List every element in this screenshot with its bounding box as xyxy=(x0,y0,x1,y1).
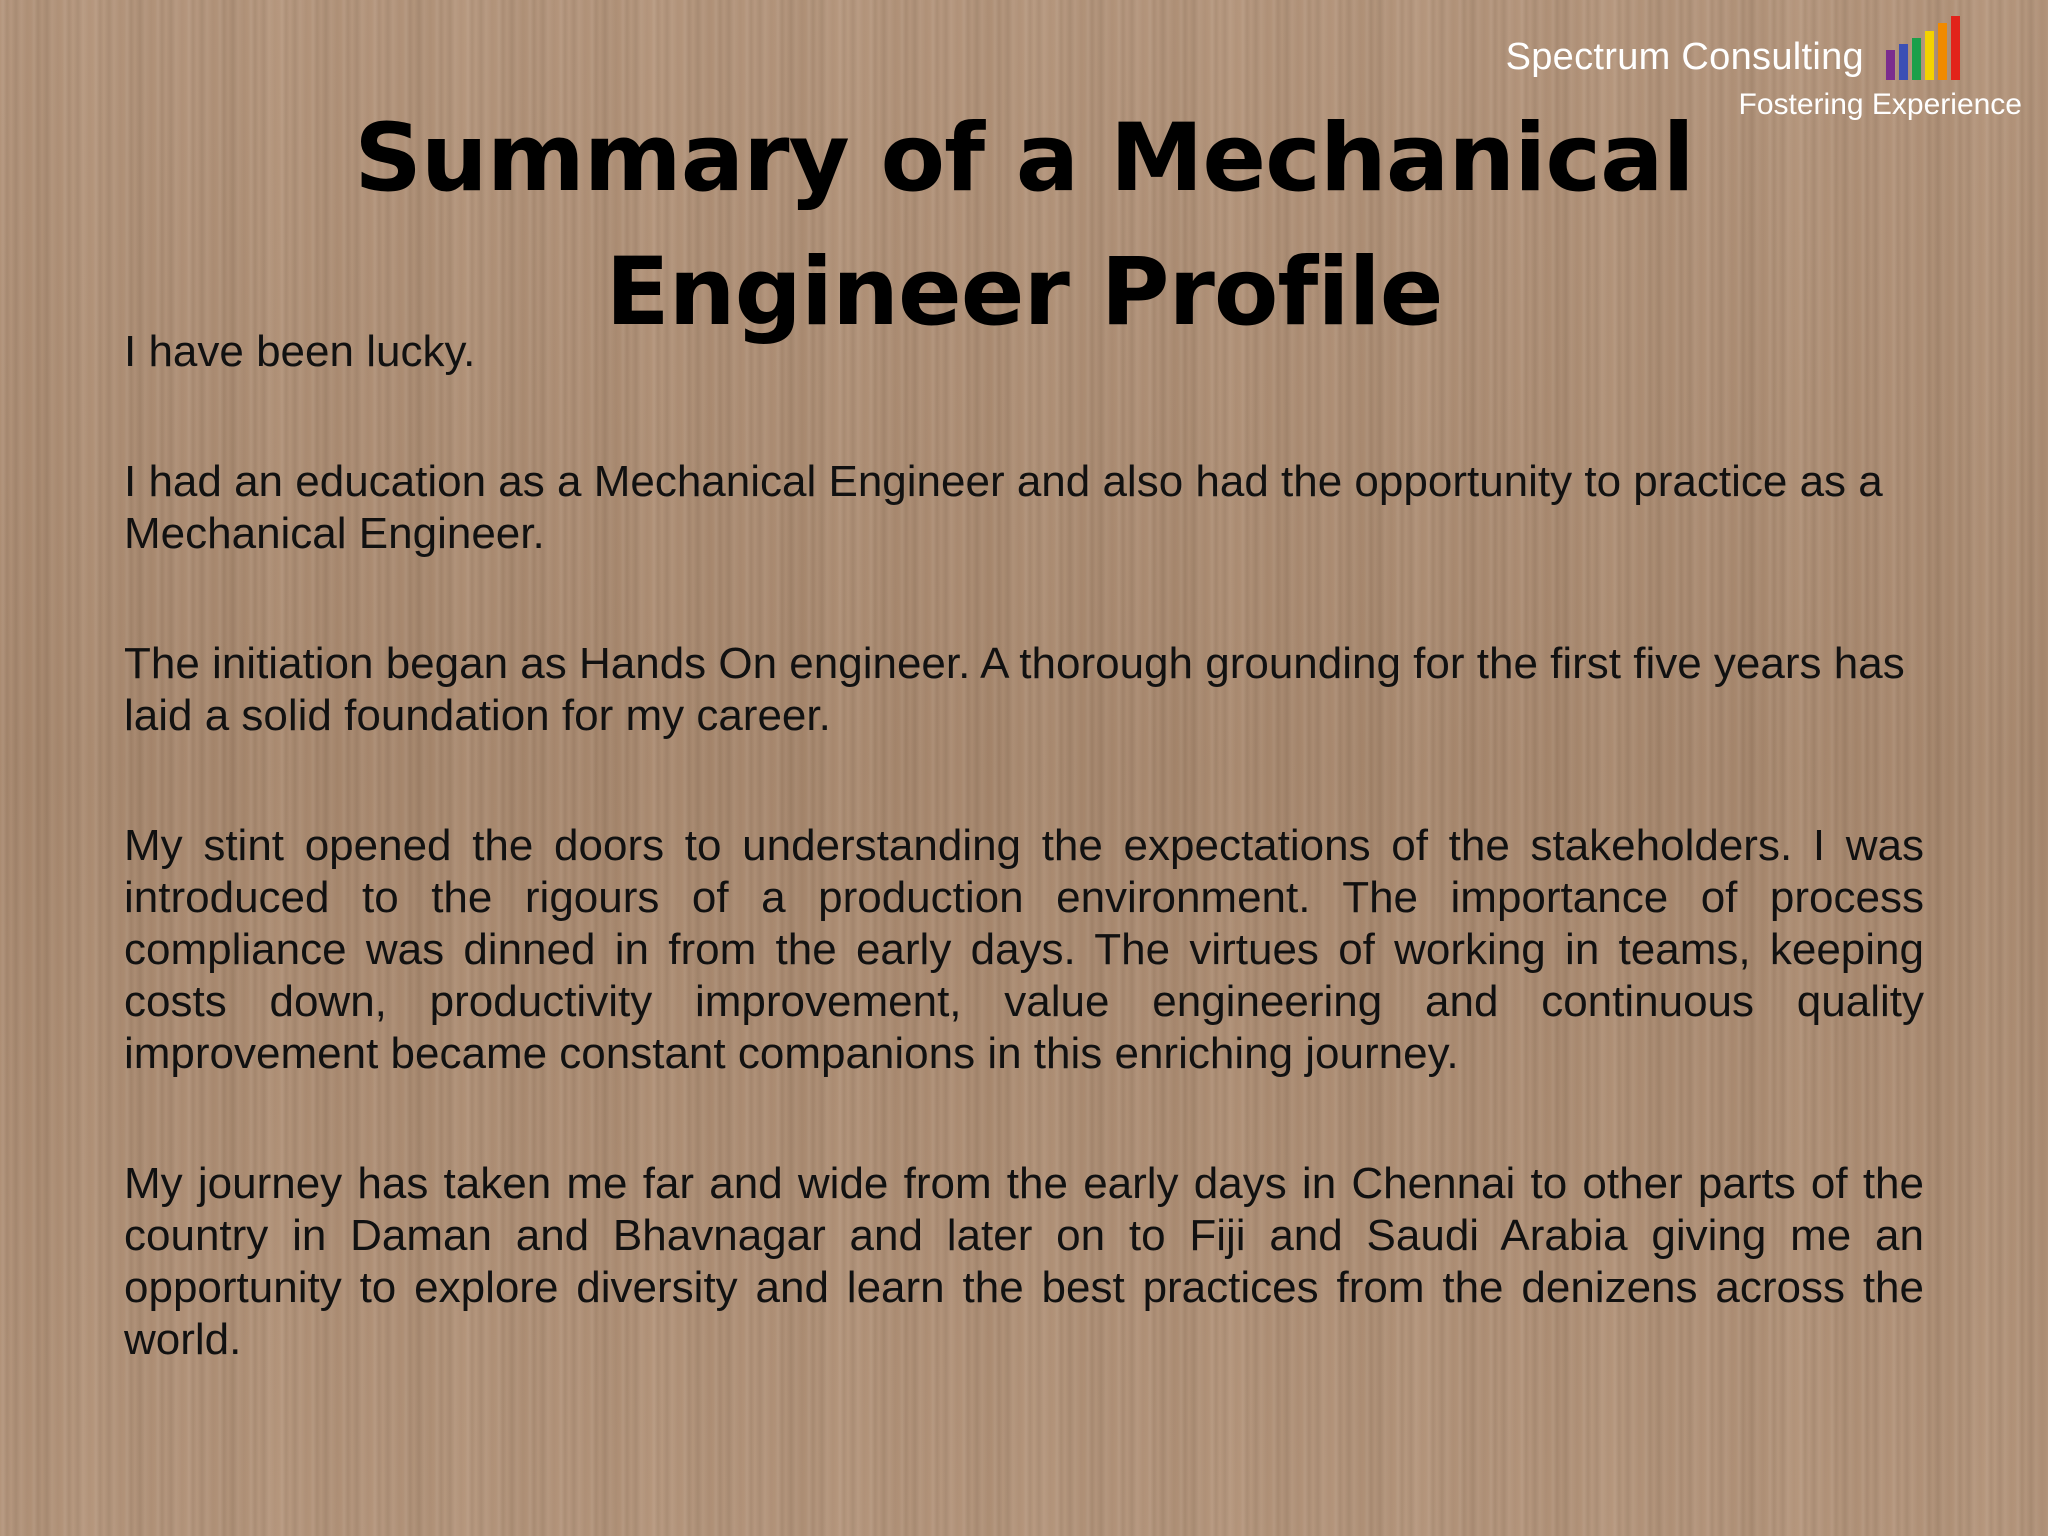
paragraph-1: I have been lucky. xyxy=(124,327,476,376)
brand-tagline: Fostering Experience xyxy=(1738,88,2022,121)
paragraph-4: My stint opened the doors to understanding the expectations of the stakeholders. I was introduced to the rigours of a production environment. The importance of process compliance was dinned in from the early days. The virtues of working in teams, keeping costs down, productivity improvement, value engineering and continuous quality improvement became constant companions in this enriching journey. xyxy=(124,821,1924,1078)
slide-body xyxy=(124,326,1924,1444)
paragraph-2: I had an education as a Mechanical Engineer and also had the opportunity to practice as a Mechanical Engineer. xyxy=(124,457,1883,558)
slide-title: Summary of a Mechanical Engineer Profile xyxy=(354,104,1694,347)
rainbow-bars-icon xyxy=(1882,14,1972,82)
paragraph-3: The initiation began as Hands On engineer. A thorough grounding for the first five years has laid a solid foundation for my career. xyxy=(124,639,1905,740)
brand-name: Spectrum Consulting xyxy=(1505,36,1864,78)
paragraph-5: My journey has taken me far and wide from the early days in Chennai to other parts of the country in Daman and Bhavnagar and later on to Fiji and Saudi Arabia giving me an opportunity to explore diversity and learn the best practices from the denizens across the world. xyxy=(124,1159,1924,1364)
